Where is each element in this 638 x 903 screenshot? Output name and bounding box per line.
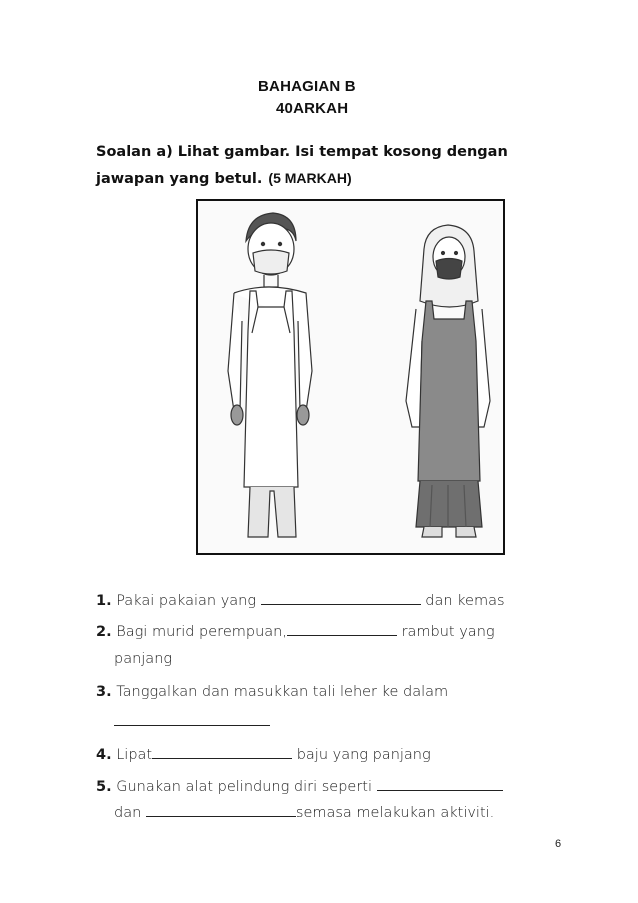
item-text: baju yang panjang <box>296 747 431 763</box>
question-item-4 <box>96 744 431 763</box>
item-text: semasa melakukan aktiviti. <box>295 805 495 821</box>
question-item-3 <box>96 684 448 700</box>
students-in-apron-illustration <box>198 201 503 553</box>
question-item-5 <box>96 776 503 795</box>
answer-blank[interactable] <box>377 776 503 791</box>
question-item-3-blank-line <box>114 711 270 730</box>
question-item-2 <box>96 621 495 640</box>
item-number: 4. <box>96 747 112 763</box>
boy-figure <box>228 213 312 537</box>
girl-figure <box>406 225 490 537</box>
question-marks: (5 MARKAH) <box>268 170 352 186</box>
answer-blank[interactable] <box>114 711 270 726</box>
question-instruction-line1: Soalan a) Lihat gambar. Isi tempat kosong dengan <box>96 144 508 160</box>
section-marks: 40ARKAH <box>276 100 349 117</box>
item-number: 5. <box>96 779 112 795</box>
answer-blank[interactable] <box>287 621 397 636</box>
students-apron-figure <box>196 199 505 555</box>
item-number: 1. <box>96 593 112 609</box>
question-item-2-continued: panjang <box>114 651 173 667</box>
page-number: 6 <box>555 838 562 850</box>
question-item-5-continued <box>114 802 494 821</box>
answer-blank[interactable] <box>146 802 296 817</box>
question-instruction-text: jawapan yang betul. <box>96 171 263 187</box>
question-instruction-line2 <box>96 170 352 187</box>
item-number: 2. <box>96 624 112 640</box>
item-text: Gunakan alat pelindung diri seperti <box>116 779 373 795</box>
item-text: Lipat <box>116 747 153 763</box>
item-text: dan <box>114 805 142 821</box>
item-number: 3. <box>96 684 112 700</box>
item-text: Tanggalkan dan masukkan tali leher ke dalam <box>116 684 449 700</box>
question-item-1 <box>96 590 505 609</box>
item-text: dan kemas <box>425 593 505 609</box>
item-text: rambut yang <box>401 624 495 640</box>
item-text: Pakai pakaian yang <box>116 593 257 609</box>
item-text: Bagi murid perempuan, <box>116 624 287 640</box>
answer-blank[interactable] <box>152 744 292 759</box>
answer-blank[interactable] <box>261 590 421 605</box>
section-title: BAHAGIAN B <box>258 78 356 95</box>
